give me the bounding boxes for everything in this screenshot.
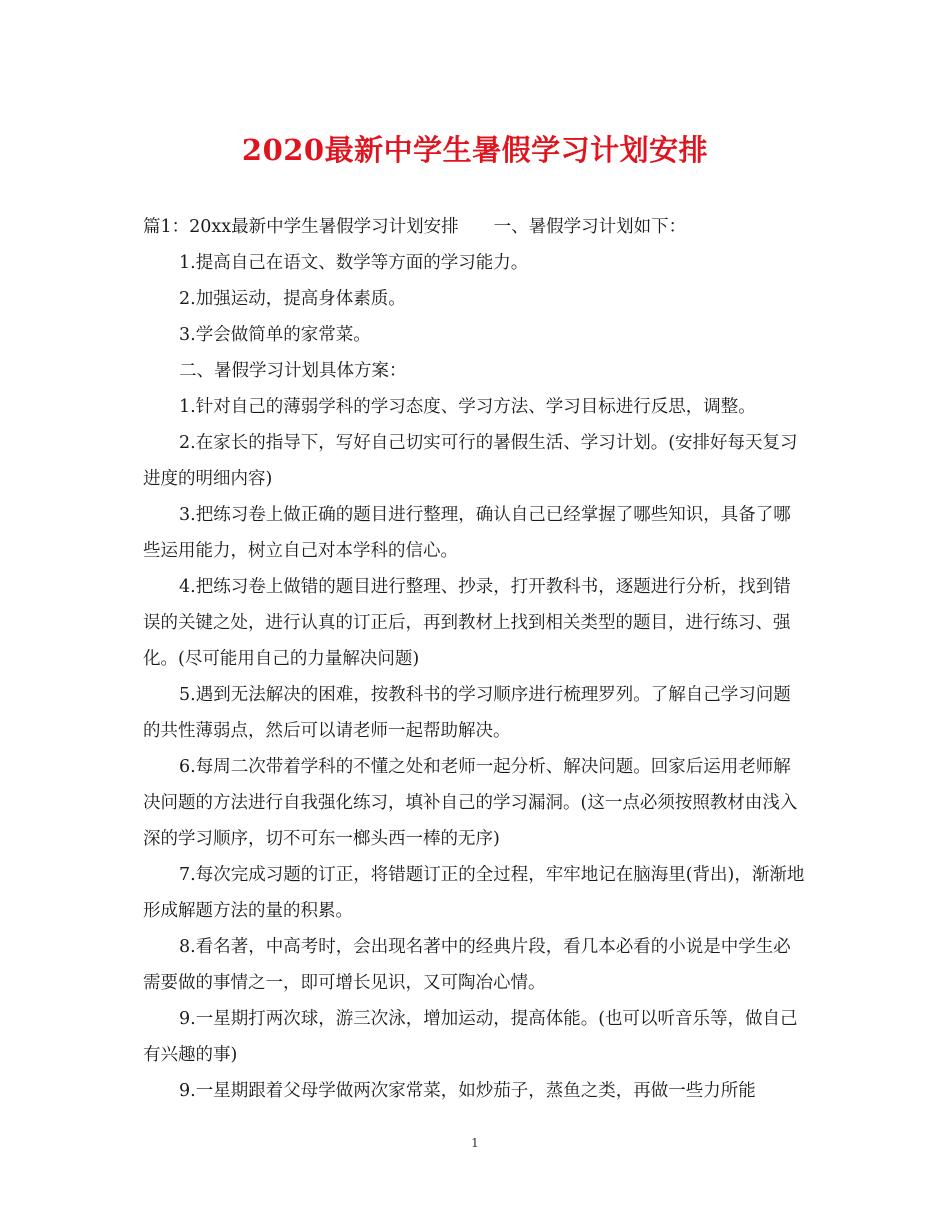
paragraph: 8.看名著，中高考时，会出现名著中的经典片段，看几本必看的小说是中学生必需要做的事情之一，即可增长见识，又可陶冶心情。 <box>143 937 791 993</box>
paragraph: 9.一星期打两次球，游三次泳，增加运动，提高体能。(也可以听音乐等，做自己有兴趣的事) <box>143 1009 798 1065</box>
paragraph: 7.每次完成习题的订正，将错题订正的全过程，牢牢地记在脑海里(背出)，渐渐地形成解题方法的量的积累。 <box>143 865 805 921</box>
paragraph: 3.学会做简单的家常菜。 <box>179 325 371 345</box>
paragraph: 2.在家长的指导下，写好自己切实可行的暑假生活、学习计划。(安排好每天复习进度的明细内容) <box>143 433 798 489</box>
paragraph: 9.一星期跟着父母学做两次家常菜，如炒茄子，蒸鱼之类，再做一些力所能 <box>179 1081 756 1101</box>
paragraph-intro: 篇1：20xx最新中学生暑假学习计划安排 一、暑假学习计划如下： <box>143 217 687 237</box>
paragraph: 1.针对自己的薄弱学科的学习态度、学习方法、学习目标进行反思，调整。 <box>179 397 756 417</box>
paragraph: 5.遇到无法解决的困难，按教科书的学习顺序进行梳理罗列。了解自己学习问题的共性薄弱点，然后可以请老师一起帮助解决。 <box>143 685 791 741</box>
paragraph: 6.每周二次带着学科的不懂之处和老师一起分析、解决问题。回家后运用老师解决问题的方法进行自我强化练习，填补自己的学习漏洞。(这一点必须按照教材由浅入深的学习顺序，切不可东一榔头西一棒的无序) <box>143 757 798 849</box>
paragraph: 1.提高自己在语文、数学等方面的学习能力。 <box>179 253 529 273</box>
section-heading: 二、暑假学习计划具体方案： <box>179 361 407 381</box>
document-title: 2020最新中学生暑假学习计划安排 <box>241 133 709 167</box>
document-body <box>143 209 807 1109</box>
paragraph: 3.把练习卷上做正确的题目进行整理，确认自己已经掌握了哪些知识，具备了哪些运用能力，树立自己对本学科的信心。 <box>143 505 791 561</box>
paragraph: 2.加强运动，提高身体素质。 <box>179 289 406 309</box>
paragraph: 4.把练习卷上做错的题目进行整理、抄录，打开教科书，逐题进行分析，找到错误的关键之处，进行认真的订正后，再到教材上找到相关类型的题目，进行练习、强化。(尽可能用自己的力量解决问题) <box>143 577 791 669</box>
page-number: 1 <box>471 1136 479 1150</box>
